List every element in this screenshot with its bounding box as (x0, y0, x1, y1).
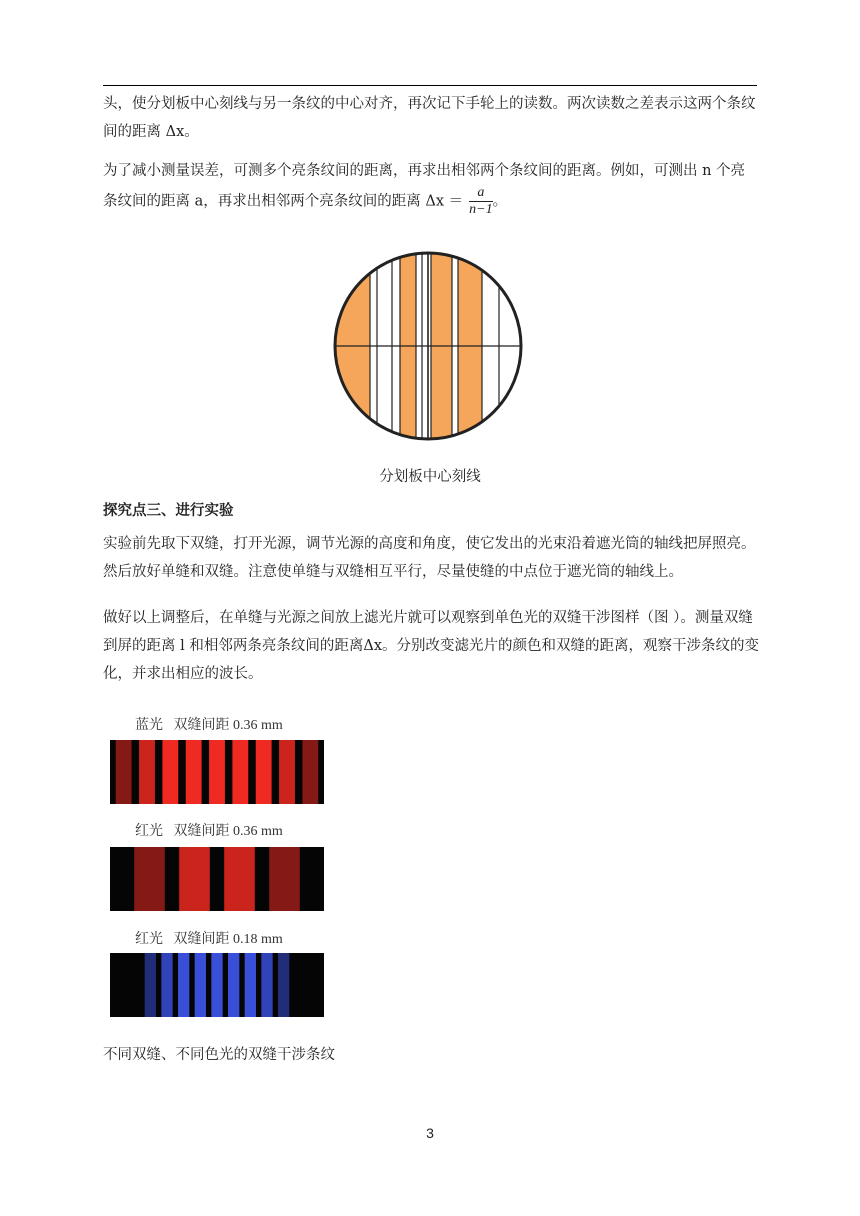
paragraph-2-text: 为了减小测量误差，可测多个亮条纹间的距离，再求出相邻两个条纹间的距离。例如，可测出 n 个亮条纹间的距离 a，再求出相邻两个亮条纹间的距离 Δx ＝ (103, 163, 746, 210)
paragraph-1: 头，使分划板中心刻线与另一条纹的中心对齐，再次记下手轮上的读数。两次读数之差表示这两个条纹间的距离 Δx。 (103, 96, 756, 140)
bright-fringe (224, 847, 255, 911)
bright-fringe (269, 847, 300, 911)
fringe-strip-1 (110, 740, 324, 804)
bright-fringe (302, 740, 318, 804)
bright-fringe (232, 740, 248, 804)
strip-label-3: 红光 双缝间距 0.18 mm (135, 932, 283, 947)
paragraph-3: 实验前先取下双缝，打开光源，调节光源的高度和角度，使它发出的光束沿着遮光筒的轴线把屏照亮。然后放好单缝和双缝。注意使单缝与双缝相互平行，尽量使缝的中点位于遮光筒的轴线上。 (103, 536, 756, 580)
bright-fringe (261, 953, 272, 1017)
fringe-strip-2 (110, 847, 324, 911)
fringe-strip-3 (110, 953, 324, 1017)
bright-fringe (256, 740, 272, 804)
figure-2-caption: 不同双缝、不同色光的双缝干涉条纹 (103, 1047, 335, 1063)
bright-fringe (145, 953, 156, 1017)
header-rule (103, 85, 757, 86)
bright-fringe (139, 740, 155, 804)
bright-fringe (245, 953, 256, 1017)
paragraph-2-suffix: 。 (492, 193, 508, 210)
bright-fringe (186, 740, 202, 804)
paragraph-2 (103, 157, 759, 218)
strip-label-2: 红光 双缝间距 0.36 mm (135, 824, 283, 839)
bright-fringe (278, 953, 289, 1017)
bright-fringe (178, 953, 189, 1017)
reticle-figure (332, 250, 524, 442)
bright-fringe (228, 953, 239, 1017)
strip-label-1: 蓝光 双缝间距 0.36 mm (135, 718, 283, 733)
bright-fringe (162, 740, 178, 804)
bright-fringe (211, 953, 222, 1017)
section-heading: 探究点三、进行实验 (103, 503, 234, 519)
bright-fringe (279, 740, 295, 804)
paragraph-4: 做好以上调整后，在单缝与光源之间放上滤光片就可以观察到单色光的双缝干涉图样（图 ）。测量双缝到屏的距离 l 和相邻两条亮条纹间的距离Δx。分别改变滤光片的颜色和双缝的距离，观察干涉条纹的变化，并求出相应的波长。 (103, 610, 760, 682)
bright-fringe (161, 953, 172, 1017)
bright-fringe (116, 740, 132, 804)
bright-fringe (179, 847, 210, 911)
figure-1-caption: 分划板中心刻线 (379, 469, 481, 485)
bright-fringe (195, 953, 206, 1017)
formula-numerator: a (469, 185, 492, 202)
bright-fringe (209, 740, 225, 804)
page-number: 3 (426, 1125, 434, 1141)
formula-fraction (469, 185, 492, 218)
formula-denominator: n−1 (469, 202, 493, 217)
bright-fringe (134, 847, 165, 911)
